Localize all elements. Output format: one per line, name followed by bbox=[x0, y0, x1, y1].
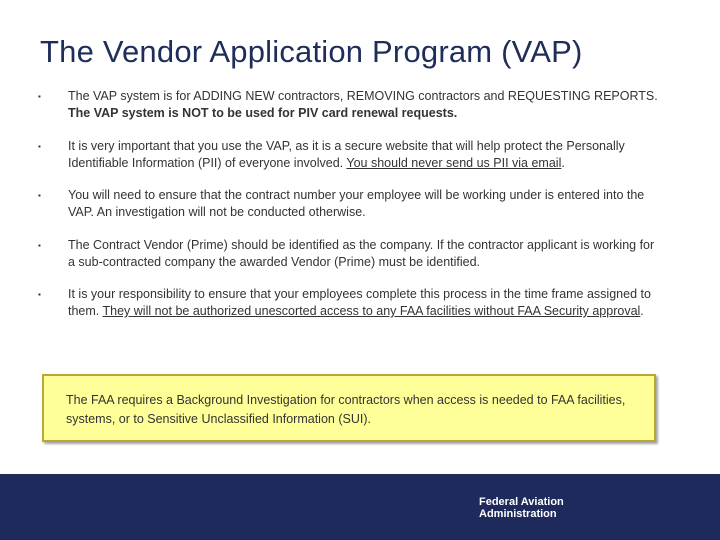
bullet-text-underlined: They will not be authorized unescorted access to any FAA facilities without FAA Security approval bbox=[102, 304, 641, 318]
bullet-text-bold: The VAP system is NOT to be used for PIV card renewal requests. bbox=[68, 106, 458, 120]
callout-text: The FAA requires a Background Investigation for contractors when access is needed to FAA facilities, systems, or to Sensitive Unclassified Information (SUI). bbox=[66, 393, 626, 426]
bullet-text bbox=[68, 138, 663, 172]
bullet-text bbox=[68, 88, 663, 122]
square-bullet-icon: ▪ bbox=[38, 290, 41, 299]
bullet-text-end: . bbox=[561, 155, 565, 170]
square-bullet-icon: ▪ bbox=[38, 191, 41, 200]
bullet-text: You will need to ensure that the contract number your employee will be working under is entered into the VAP. An investigation will not be conducted otherwise. bbox=[68, 188, 645, 219]
bullet-item-add-remove bbox=[38, 88, 663, 122]
agency-name bbox=[479, 496, 599, 520]
bullet-text-underlined: You should never send us PII via email bbox=[346, 155, 562, 170]
slide-title: The Vendor Application Program (VAP) bbox=[40, 34, 583, 69]
agency-name-line2: Administration bbox=[479, 508, 557, 520]
bullet-text-plain: It is your responsibility to ensure that your employees complete this process in the time frame assigned to them. bbox=[68, 287, 651, 318]
bullet-text-plain: The VAP system is for ADDING NEW contractors, REMOVING contractors and REQUESTING REPORTS. bbox=[68, 89, 658, 103]
bullet-text-end: . bbox=[640, 304, 644, 318]
bullet-text: The Contract Vendor (Prime) should be identified as the company. If the contractor applicant is working for a sub-contracted company the awarded Vendor (Prime) must be identified. bbox=[68, 237, 655, 269]
bullet-text-plain: It is very important that you use the VAP, as it is a secure website that will help protect the Personally Identifiable Information (PII) of everyone involved. bbox=[68, 138, 625, 170]
bullet-item-prime-vendor bbox=[38, 237, 663, 271]
bullet-list bbox=[38, 88, 663, 320]
bullet-item-responsibility bbox=[38, 286, 663, 320]
square-bullet-icon: ▪ bbox=[38, 240, 41, 250]
callout-box bbox=[42, 374, 656, 442]
footer-band bbox=[0, 474, 720, 540]
bullet-text bbox=[68, 286, 663, 320]
square-bullet-icon: ▪ bbox=[38, 92, 41, 101]
bullet-item-contract-number bbox=[38, 187, 663, 221]
square-bullet-icon: ▪ bbox=[38, 141, 41, 151]
bullet-item-pii bbox=[38, 138, 663, 172]
agency-name-line1: Federal Aviation bbox=[479, 496, 564, 508]
